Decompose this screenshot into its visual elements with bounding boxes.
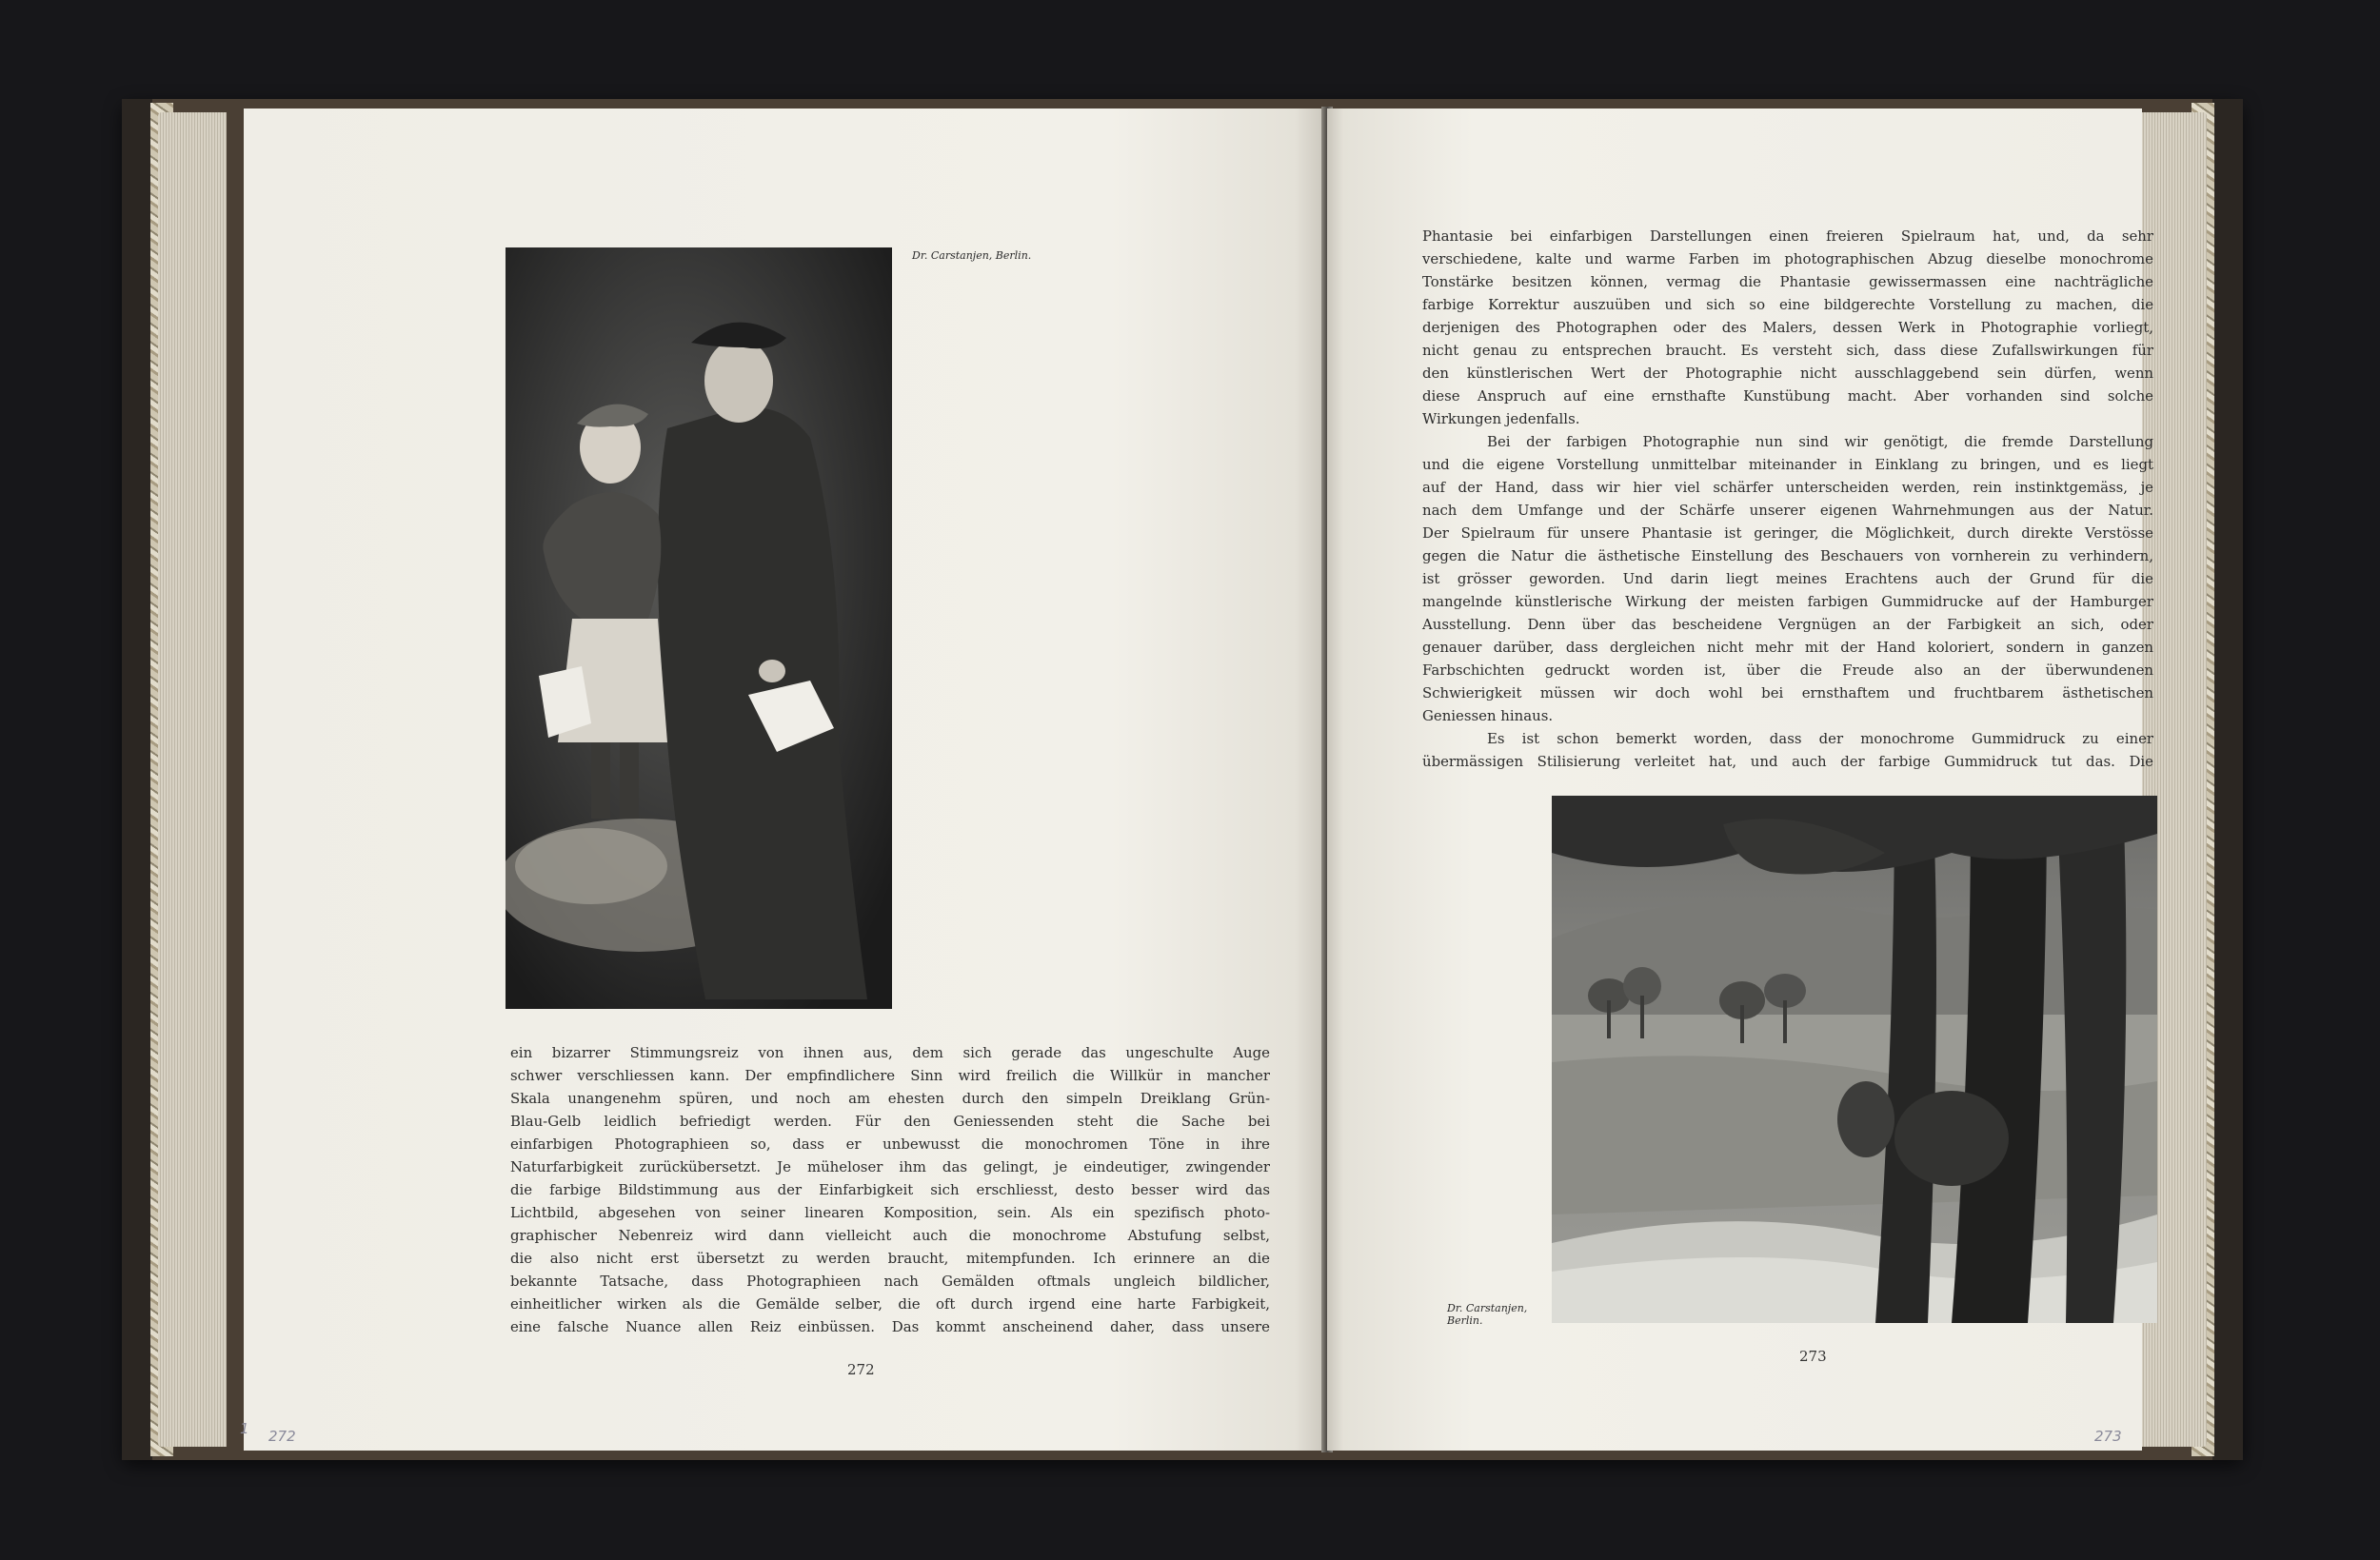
text-line: einfarbigen Photographieen so, dass er unbewusst die monochromen Töne in ihre — [510, 1135, 1270, 1153]
portrait-caption: Dr. Carstanjen, Berlin. — [912, 249, 1032, 262]
text-line: Blau-Gelb leidlich befriedigt werden. Für den Geniessenden steht die Sache bei — [510, 1113, 1270, 1130]
text-line: übermässigen Stilisierung verleitet hat, und auch der farbige Gummidruck tut das. Die — [1422, 753, 2153, 770]
left-body-text — [510, 1041, 1270, 1338]
text-line: nach dem Umfange und der Schärfe unserer eigenen Wahrnehmungen aus der Natur. — [1422, 502, 2153, 519]
text-line: Skala unangenehm spüren, und noch am ehesten durch den simpeln Dreiklang Grün- — [510, 1090, 1270, 1107]
text-line: Wirkungen jedenfalls. — [1422, 410, 1580, 427]
text-line: auf der Hand, dass wir hier viel schärfer unterscheiden werden, rein instinktgemäss, je — [1422, 479, 2153, 496]
text-line: Tonstärke besitzen können, vermag die Phantasie gewissermassen eine nachträgliche — [1422, 273, 2153, 290]
portrait-photo — [506, 247, 892, 1009]
text-line: und die eigene Vorstellung unmittelbar miteinander in Einklang zu bringen, und es liegt — [1422, 456, 2153, 473]
text-line: schwer verschliessen kann. Der empfindlichere Sinn wird freilich die Willkür in mancher — [510, 1067, 1270, 1084]
text-line: die also nicht erst übersetzt zu werden braucht, mitempfunden. Ich erinnere an die — [510, 1250, 1270, 1267]
text-line: Bei der farbigen Photographie nun sind wir genötigt, die fremde Darstellung — [1487, 433, 2153, 450]
text-line: verschiedene, kalte und warme Farben im photographischen Abzug dieselbe monochrome — [1422, 250, 2153, 267]
portrait-photo-image — [506, 247, 892, 1009]
pencil-mark-far-left: 1 — [240, 1420, 249, 1437]
text-line: bekannte Tatsache, dass Photographieen nach Gemälden oftmals ungleich bildlicher, — [510, 1273, 1270, 1290]
text-line: ist grösser geworden. Und darin liegt meines Erachtens auch der Grund für die — [1422, 570, 2153, 587]
text-line: genauer darüber, dass dergleichen nicht mehr mit der Hand koloriert, sondern in ganzen — [1422, 639, 2153, 656]
text-line: Der Spielraum für unsere Phantasie ist geringer, die Möglichkeit, durch direkte Verstösse — [1422, 524, 2153, 542]
text-line: eine falsche Nuance allen Reiz einbüssen. Das kommt anscheinend daher, dass unsere — [510, 1318, 1270, 1335]
page-number-right: 273 — [1799, 1348, 1827, 1365]
text-line: Phantasie bei einfarbigen Darstellungen einen freieren Spielraum hat, und, da sehr — [1422, 227, 2153, 245]
text-line: den künstlerischen Wert der Photographie nicht ausschlaggebend sein dürfen, wenn — [1422, 365, 2153, 382]
cover-edge-right — [2212, 99, 2243, 1460]
pencil-mark-right: 273 — [2094, 1428, 2122, 1445]
landscape-photo-image — [1552, 796, 2157, 1323]
right-page — [1327, 109, 2153, 1451]
left-page — [244, 109, 1327, 1451]
text-line: Es ist schon bemerkt worden, dass der monochrome Gummidruck zu einer — [1487, 730, 2153, 747]
text-line: die farbige Bildstimmung aus der Einfarbigkeit sich erschliesst, desto besser wird das — [510, 1181, 1270, 1198]
page-stack-left — [158, 112, 227, 1447]
cover-edge-left — [122, 99, 152, 1460]
text-line: Geniessen hinaus. — [1422, 707, 1554, 724]
text-line: Ausstellung. Denn über das bescheidene Vergnügen an der Farbigkeit an sich, oder — [1422, 616, 2153, 633]
text-line: mangelnde künstlerische Wirkung der meisten farbigen Gummidrucke auf der Hamburger — [1422, 593, 2153, 610]
text-line: nicht genau zu entsprechen braucht. Es versteht sich, dass diese Zufallswirkungen für — [1422, 342, 2153, 359]
text-line: ein bizarrer Stimmungsreiz von ihnen aus, dem sich gerade das ungeschulte Auge — [510, 1044, 1270, 1061]
open-book — [122, 99, 2243, 1460]
text-line: einheitlicher wirken als die Gemälde selber, die oft durch irgend eine harte Farbigkeit, — [510, 1295, 1270, 1313]
pencil-mark-left: 272 — [268, 1428, 296, 1445]
text-line: farbige Korrektur auszuüben und sich so eine bildgerechte Vorstellung zu machen, die — [1422, 296, 2153, 313]
text-line: Lichtbild, abgesehen von seiner linearen Komposition, sein. Als ein spezifisch photo- — [510, 1204, 1270, 1221]
text-line: graphischer Nebenreiz wird dann vielleicht auch die monochrome Abstufung selbst, — [510, 1227, 1270, 1244]
landscape-caption: Dr. Carstanjen, Berlin. — [1447, 1302, 1528, 1327]
text-line: gegen die Natur die ästhetische Einstellung des Beschauers von vornherein zu verhindern, — [1422, 547, 2153, 564]
text-line: derjenigen des Photographen oder des Malers, dessen Werk in Photographie vorliegt, — [1422, 319, 2153, 336]
text-line: Schwierigkeit müssen wir doch wohl bei ernsthaftem und fruchtbarem ästhetischen — [1422, 684, 2153, 701]
right-body-text — [1422, 225, 2153, 773]
text-line: diese Anspruch auf eine ernsthafte Kunstübung macht. Aber vorhanden sind solche — [1422, 387, 2153, 405]
text-line: Farbschichten gedruckt worden ist, über die Freude also an der überwundenen — [1422, 662, 2153, 679]
page-number-left: 272 — [847, 1361, 875, 1378]
text-line: Naturfarbigkeit zurückübersetzt. Je müheloser ihm das gelingt, je eindeutiger, zwingender — [510, 1158, 1270, 1175]
landscape-photo — [1552, 796, 2157, 1323]
